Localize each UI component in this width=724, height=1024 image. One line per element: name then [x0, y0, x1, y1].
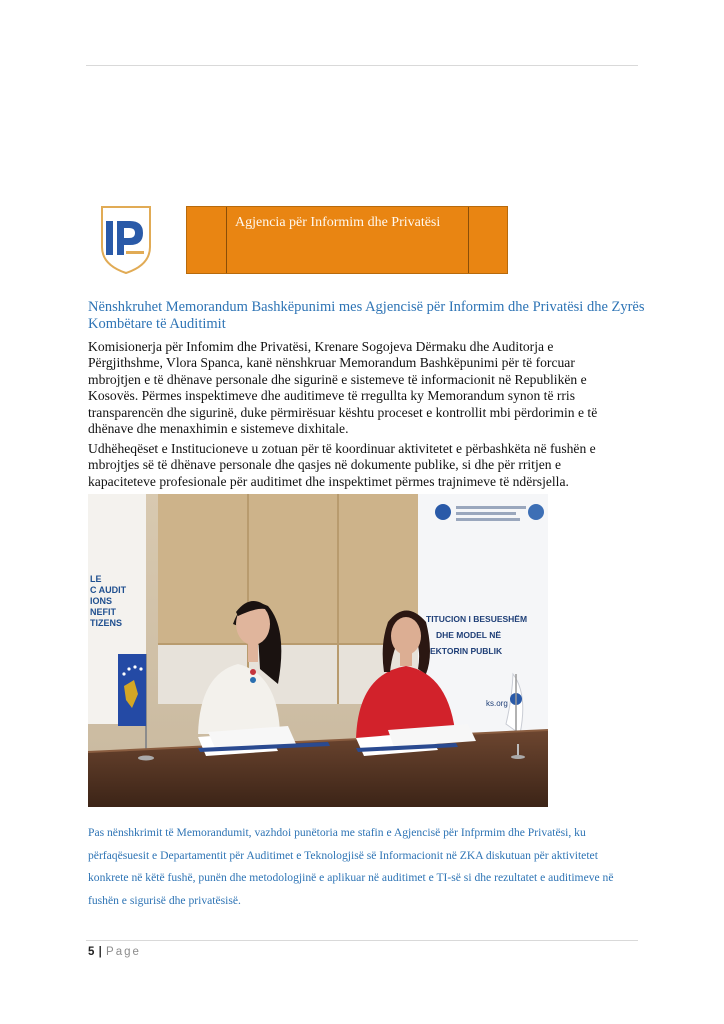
banner-left-text-4: NEFIT — [90, 607, 116, 617]
banner-right-small: ks.org — [486, 699, 508, 708]
banner-left-text-5: TIZENS — [90, 618, 123, 628]
signing-photo — [88, 494, 548, 807]
banner-left-text-2: C AUDIT — [90, 585, 127, 595]
agency-banner — [186, 206, 508, 274]
page-footer — [88, 946, 141, 958]
banner-right-text-1: TITUCION I BESUESHËM — [426, 614, 528, 624]
photo-caption: Pas nënshkrimit të Memorandumit, vazhdoi punëtoria me stafin e Agjencisë për Infprmim dhe Privatësi, ku përfaqësuesit e Departamentit për Auditimet e Teknologjisë së Informacionit në ZKA diskutuan për aktivitetet konkrete në këtë fushë, punën dhe metodologjinë e aplikuar në auditimet e TI-së si dhe rezultatet e auditimeve në fushën e sigurisë dhe privatësisë. — [88, 826, 614, 907]
banner-right-text-3: EKTORIN PUBLIK — [430, 646, 503, 656]
footer-separator: | — [98, 946, 103, 958]
banner-title: Agjencia për Informim dhe Privatësi — [235, 215, 441, 230]
article-heading: Nënshkruhet Memorandum Bashkëpunimi mes Agjencisë për Informim dhe Privatësi dhe Zyrës Kombëtare të Auditimit — [88, 299, 645, 332]
header-rule — [86, 65, 638, 66]
banner-left-text-3: IONS — [90, 596, 113, 606]
agency-logo — [96, 203, 156, 275]
banner-right-text-2: DHE MODEL NË — [436, 630, 502, 640]
page-number: 5 — [88, 946, 95, 958]
paragraph-2: Udhëheqëset e Institucioneve u zotuan për të koordinuar aktivitetet e përbashkëta në fushën e mbrojtjes së të dhënave personale dhe qasjes në dokumente publike, si dhe për rritjen e kapaciteteve profesionale për auditimet dhe inspektimet përmes trajnimeve të ndërsjella. — [88, 441, 596, 489]
page-word: Page — [106, 946, 141, 958]
footer-rule — [86, 940, 638, 941]
paragraph-1: Komisionerja për Infomim dhe Privatësi, Krenare Sogojeva Dërmaku dhe Auditorja e Përgjithshme, Vlora Spanca, kanë nënshkruar Memorandum Bashkëpunimi për të forcuar mbrojtjen e të dhënave personale dhe sigurinë e sistemeve të informacionit në Republikën e Kosovës. Përmes inspektimeve dhe auditimeve të rregullta ky Memorandum synon të rris transparencën dhe sigurinë, duke përmirësuar kështu proceset e kontrollit mbi përdorimin e të dhënave dhe menaxhimin e sistemeve dixhitale. — [88, 339, 598, 437]
banner-left-text-1: LE — [90, 574, 102, 584]
